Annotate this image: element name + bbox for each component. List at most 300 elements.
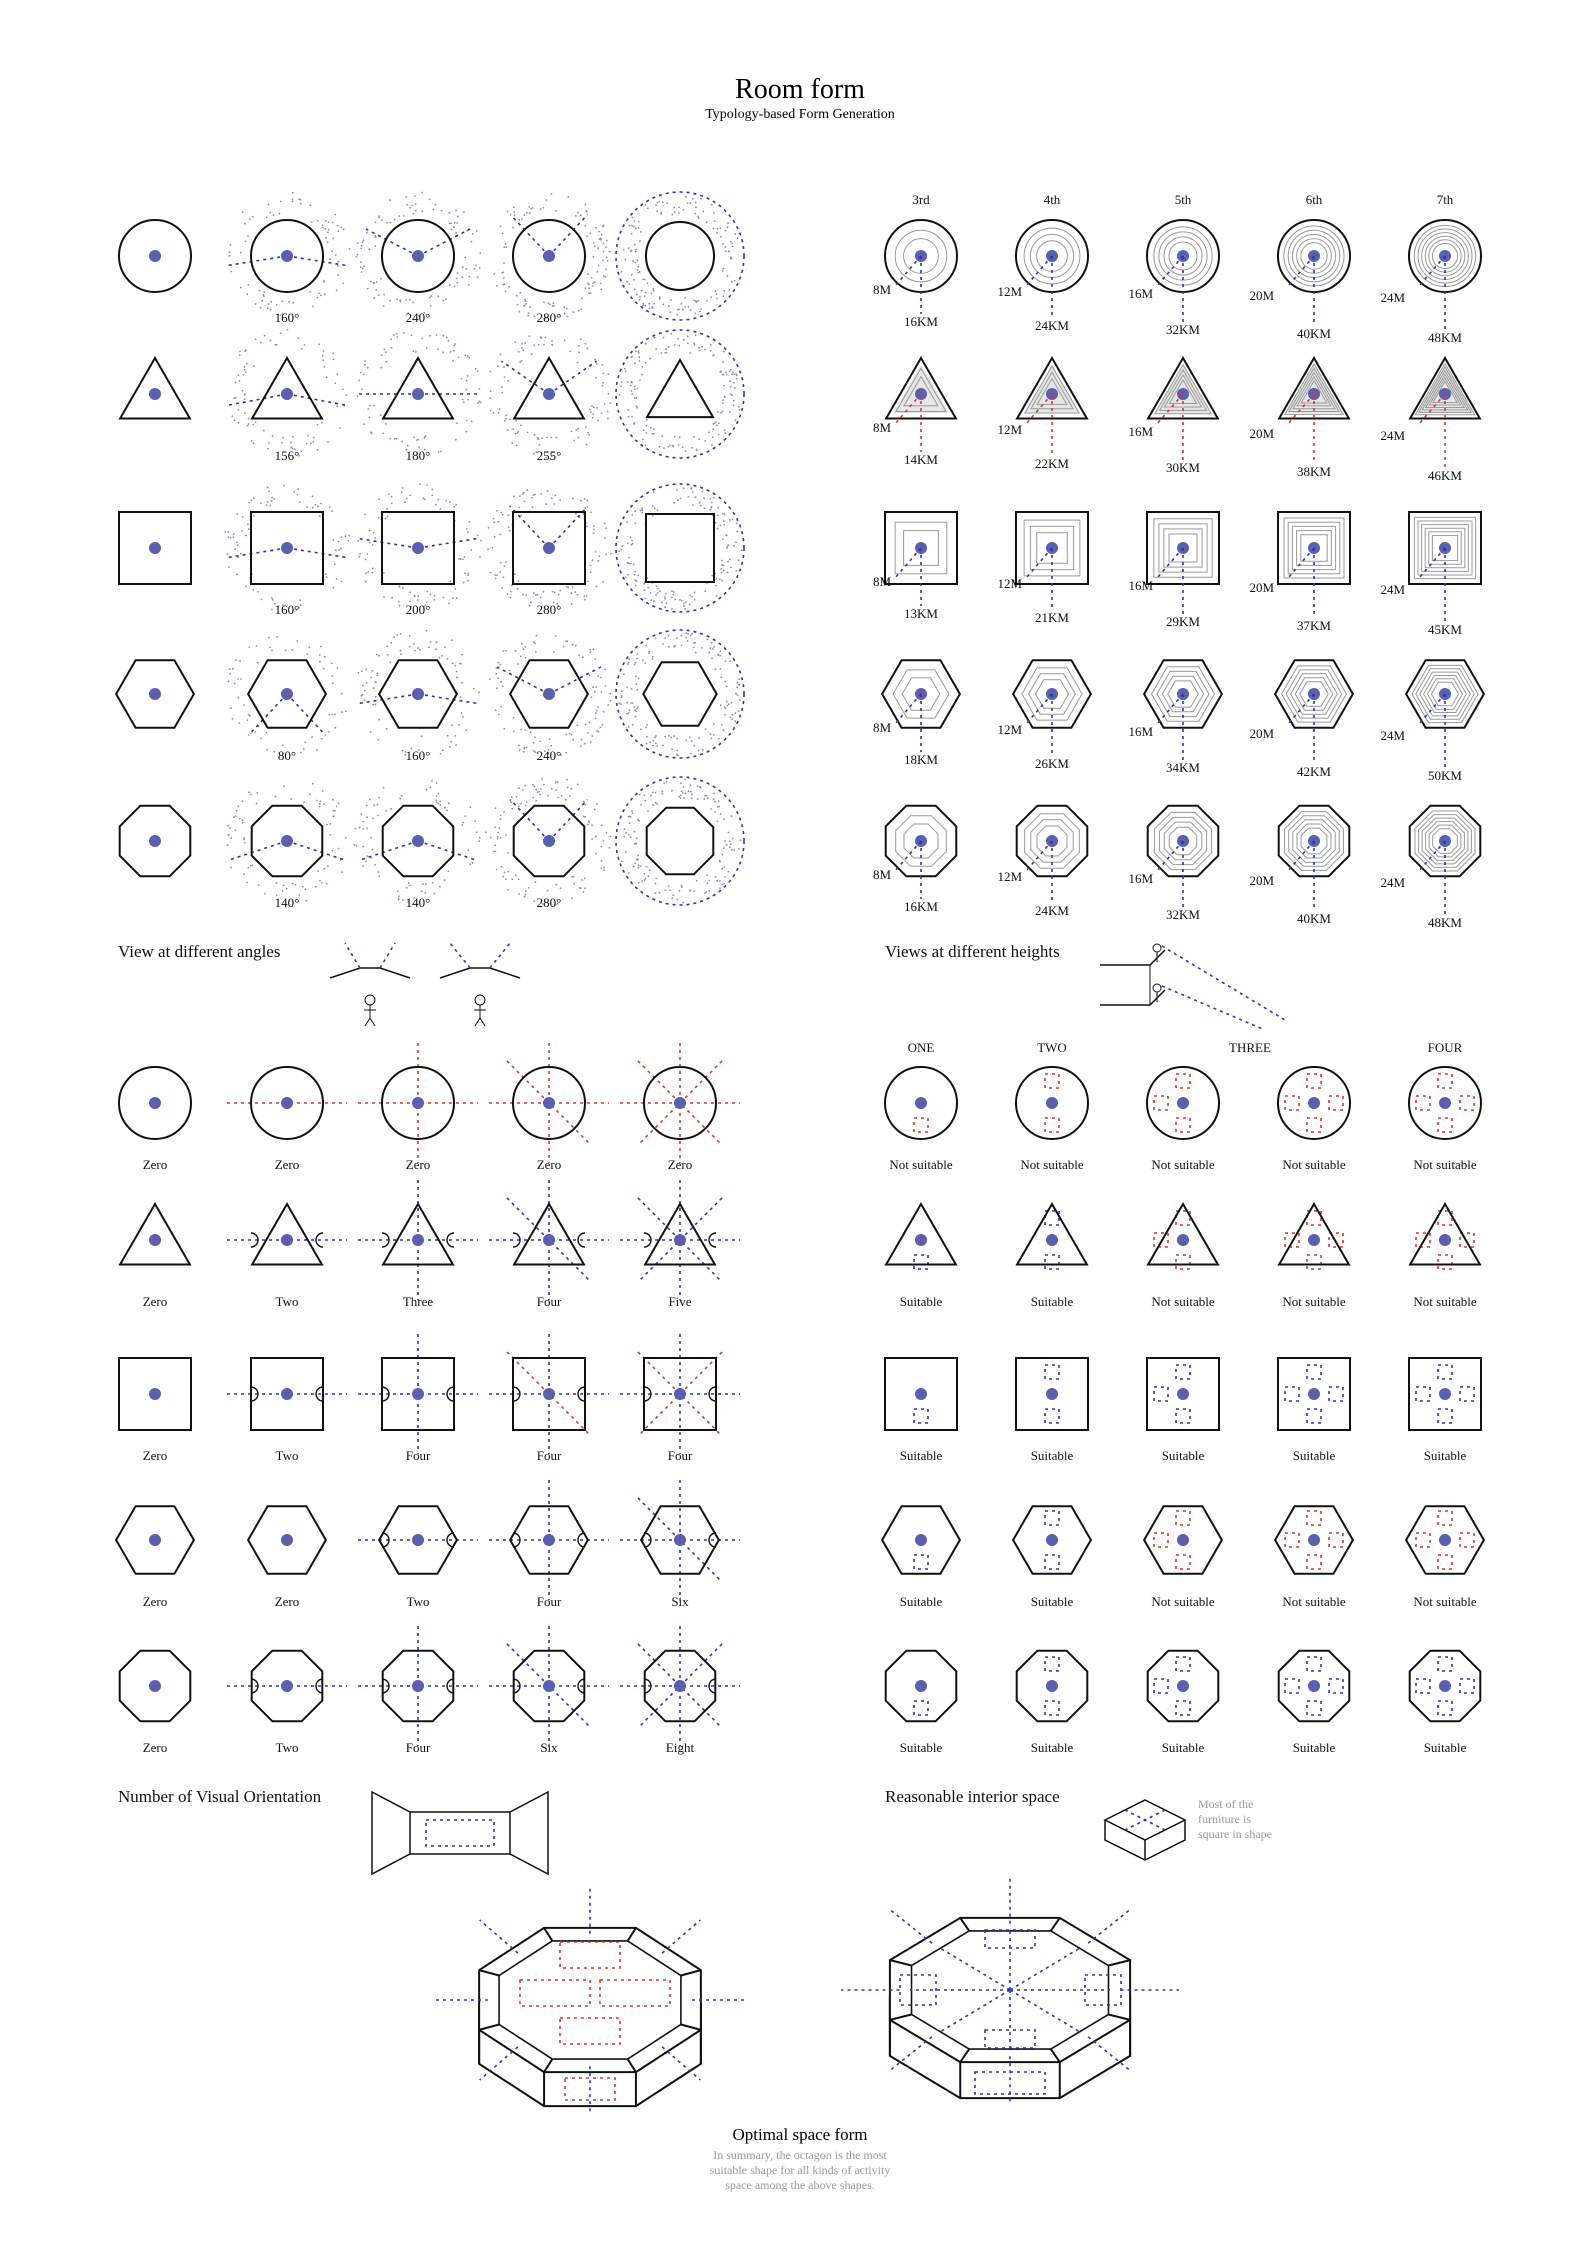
view-field-dot — [322, 227, 324, 229]
view-field-dot — [724, 840, 726, 842]
view-field-dot — [503, 650, 505, 652]
view-field-dot — [430, 594, 432, 596]
view-field-dot — [640, 728, 642, 730]
height-cell — [1128, 806, 1218, 922]
view-field-dot — [466, 528, 468, 530]
view-field-dot — [552, 305, 554, 307]
view-field-dot — [586, 595, 588, 597]
orientation-label: Two — [275, 1294, 299, 1309]
view-field-dot — [603, 840, 605, 842]
furniture-block — [1176, 1074, 1190, 1088]
view-field-dot — [319, 806, 321, 808]
view-field-dot — [257, 591, 259, 593]
view-field-dot — [267, 501, 269, 503]
view-field-dot — [468, 276, 470, 278]
orientation-label: Two — [275, 1448, 299, 1463]
view-field-dot — [360, 266, 362, 268]
furniture-block — [1329, 1387, 1343, 1401]
view-field-dot — [452, 360, 454, 362]
view-field-dot — [642, 305, 644, 307]
view-field-dot — [390, 338, 392, 340]
furniture-block — [914, 1409, 928, 1423]
view-field-dot — [256, 803, 258, 805]
view-field-dot — [342, 388, 344, 390]
view-field-dot — [567, 787, 569, 789]
view-field-dot — [572, 498, 574, 500]
view-field-dot — [311, 736, 313, 738]
view-field-dot — [502, 392, 504, 394]
furniture-cube-icon — [1105, 1800, 1185, 1860]
furniture-block — [1438, 1555, 1452, 1569]
view-field-dot — [529, 306, 531, 308]
view-cone-edge — [287, 841, 343, 859]
view-field-dot — [342, 283, 344, 285]
view-field-dot — [513, 211, 515, 213]
square-outline — [646, 514, 714, 582]
view-angle-label: 240° — [405, 310, 431, 325]
view-field-dot — [398, 898, 400, 900]
view-field-dot — [389, 222, 391, 224]
view-field-dot — [479, 252, 481, 254]
interior-cell — [1147, 1358, 1219, 1463]
view-field-dot — [673, 646, 675, 648]
viewpoint-dot — [1177, 1680, 1189, 1692]
view-field-dot — [723, 565, 725, 567]
view-field-dot — [640, 509, 642, 511]
view-field-dot — [604, 537, 606, 539]
view-field-dot — [364, 514, 366, 516]
view-field-dot — [367, 408, 369, 410]
view-field-dot — [600, 727, 602, 729]
view-field-dot — [597, 706, 599, 708]
view-field-dot — [434, 595, 436, 597]
view-field-dot — [635, 249, 637, 251]
view-field-dot — [607, 418, 609, 420]
view-field-dot — [646, 425, 648, 427]
view-field-dot — [505, 414, 507, 416]
view-field-dot — [462, 822, 464, 824]
view-field-dot — [590, 565, 592, 567]
view-field-dot — [606, 832, 608, 834]
view-field-dot — [451, 724, 453, 726]
view-field-dot — [442, 300, 444, 302]
distance-label: 40KM — [1297, 911, 1331, 926]
view-field-dot — [642, 303, 644, 305]
orientation-cell — [116, 1506, 194, 1609]
view-field-dot — [439, 657, 441, 659]
view-field-dot — [558, 797, 560, 799]
view-field-dot — [648, 875, 650, 877]
view-field-dot — [655, 204, 657, 206]
view-field-dot — [722, 402, 724, 404]
view-field-dot — [584, 887, 586, 889]
view-field-dot — [335, 254, 337, 256]
view-field-dot — [535, 651, 537, 653]
suitability-label: Suitable — [1030, 1740, 1074, 1755]
suitability-label: Not suitable — [1282, 1157, 1346, 1172]
view-field-dot — [406, 498, 408, 500]
view-field-dot — [631, 249, 633, 251]
view-field-dot — [677, 499, 679, 501]
view-field-dot — [526, 801, 528, 803]
view-field-dot — [645, 204, 647, 206]
view-field-dot — [604, 668, 606, 670]
view-field-dot — [594, 809, 596, 811]
view-field-dot — [549, 738, 551, 740]
view-field-dot — [577, 212, 579, 214]
view-field-dot — [594, 658, 596, 660]
view-field-dot — [709, 647, 711, 649]
view-field-dot — [360, 813, 362, 815]
view-field-dot — [727, 571, 729, 573]
view-field-dot — [457, 216, 459, 218]
view-field-dot — [401, 441, 403, 443]
view-field-dot — [501, 272, 503, 274]
view-field-dot — [409, 646, 411, 648]
view-field-dot — [679, 436, 681, 438]
view-field-dot — [385, 361, 387, 363]
view-field-dot — [621, 860, 623, 862]
view-field-dot — [372, 704, 374, 706]
view-field-dot — [664, 637, 666, 639]
view-field-dot — [587, 432, 589, 434]
distance-label: 18KM — [904, 752, 938, 767]
view-field-dot — [507, 593, 509, 595]
view-field-dot — [242, 374, 244, 376]
view-field-dot — [368, 248, 370, 250]
angle-cell — [120, 358, 190, 419]
view-field-dot — [329, 714, 331, 716]
view-field-dot — [453, 506, 455, 508]
view-field-dot — [676, 637, 678, 639]
heights-section — [873, 220, 1484, 930]
view-field-dot — [227, 844, 229, 846]
view-field-dot — [739, 409, 741, 411]
view-cone-edge — [228, 394, 287, 405]
view-field-dot — [626, 281, 628, 283]
view-field-dot — [535, 800, 537, 802]
distance-label: 40KM — [1297, 326, 1331, 341]
view-field-dot — [285, 650, 287, 652]
viewpoint-dot — [674, 1097, 686, 1109]
view-field-dot — [511, 797, 513, 799]
viewpoint-dot — [281, 1680, 293, 1692]
viewpoint-dot — [1046, 1534, 1058, 1546]
view-field-dot — [524, 747, 526, 749]
view-field-dot — [389, 199, 391, 201]
view-field-dot — [669, 444, 671, 446]
interior-cell — [1410, 1651, 1481, 1755]
view-field-dot — [731, 702, 733, 704]
view-field-dot — [720, 813, 722, 815]
view-angle-label: 156° — [274, 448, 300, 463]
view-field-dot — [597, 247, 599, 249]
view-field-dot — [415, 210, 417, 212]
interior-cell — [1409, 1358, 1481, 1463]
height-cell — [873, 806, 956, 914]
angle-cell — [616, 330, 744, 458]
view-field-dot — [240, 287, 242, 289]
view-field-dot — [668, 446, 670, 448]
summary-line: suitable shape for all kinds of activity — [709, 2163, 891, 2177]
view-field-dot — [653, 740, 655, 742]
view-field-dot — [704, 508, 706, 510]
view-field-dot — [239, 660, 241, 662]
view-field-dot — [270, 301, 272, 303]
view-field-dot — [585, 804, 587, 806]
view-field-dot — [650, 427, 652, 429]
furniture-block — [1329, 1679, 1343, 1693]
view-field-dot — [584, 878, 586, 880]
orientation-cell — [120, 1204, 190, 1309]
view-field-dot — [671, 790, 673, 792]
view-field-dot — [662, 643, 664, 645]
view-field-dot — [600, 289, 602, 291]
viewpoint-dot — [915, 1534, 927, 1546]
view-field-dot — [456, 222, 458, 224]
angle-cell — [227, 783, 347, 910]
view-field-dot — [596, 407, 598, 409]
view-field-dot — [511, 808, 513, 810]
view-field-dot — [652, 792, 654, 794]
view-field-dot — [280, 201, 282, 203]
view-field-dot — [584, 595, 586, 597]
view-field-dot — [590, 512, 592, 514]
view-field-dot — [634, 574, 636, 576]
view-field-dot — [654, 507, 656, 509]
view-field-dot — [711, 657, 713, 659]
view-field-dot — [401, 795, 403, 797]
view-field-dot — [323, 350, 325, 352]
suitability-label: Suitable — [1423, 1740, 1467, 1755]
view-field-dot — [636, 407, 638, 409]
view-field-dot — [725, 246, 727, 248]
view-field-dot — [731, 849, 733, 851]
viewpoint-dot — [149, 388, 161, 400]
view-field-dot — [739, 699, 741, 701]
furniture-block — [1045, 1255, 1059, 1269]
view-field-dot — [363, 828, 365, 830]
view-field-dot — [546, 199, 548, 201]
view-field-dot — [272, 599, 274, 601]
view-field-dot — [413, 350, 415, 352]
view-field-dot — [247, 523, 249, 525]
view-field-dot — [374, 297, 376, 299]
viewpoint-dot — [412, 388, 424, 400]
room-sight-axis — [480, 1920, 518, 1953]
view-field-dot — [540, 788, 542, 790]
view-field-dot — [710, 350, 712, 352]
view-field-dot — [244, 223, 246, 225]
angle-cell — [489, 635, 611, 763]
view-field-dot — [317, 870, 319, 872]
view-field-dot — [345, 837, 347, 839]
view-field-dot — [407, 445, 409, 447]
view-field-dot — [665, 889, 667, 891]
view-field-dot — [535, 789, 537, 791]
view-field-dot — [312, 495, 314, 497]
view-field-dot — [320, 646, 322, 648]
view-field-dot — [477, 535, 479, 537]
distance-label: 16KM — [904, 899, 938, 914]
view-field-dot — [645, 662, 647, 664]
view-field-dot — [714, 668, 716, 670]
view-field-dot — [515, 420, 517, 422]
view-field-dot — [661, 793, 663, 795]
view-field-dot — [247, 425, 249, 427]
view-field-dot — [630, 544, 632, 546]
view-field-dot — [715, 290, 717, 292]
view-field-dot — [693, 745, 695, 747]
view-field-dot — [593, 407, 595, 409]
orientation-label: Four — [536, 1448, 562, 1463]
distance-label: 38KM — [1297, 464, 1331, 479]
view-field-dot — [266, 749, 268, 751]
height-label: 20M — [1249, 580, 1274, 595]
view-field-dot — [595, 551, 597, 553]
view-field-dot — [720, 370, 722, 372]
view-field-dot — [721, 884, 723, 886]
view-field-dot — [728, 251, 730, 253]
view-field-dot — [367, 571, 369, 573]
view-field-dot — [273, 751, 275, 753]
view-field-dot — [716, 298, 718, 300]
view-field-dot — [688, 306, 690, 308]
view-field-dot — [711, 642, 713, 644]
view-cone-edge — [287, 548, 346, 557]
view-field-dot — [519, 361, 521, 363]
view-field-dot — [396, 333, 398, 335]
view-field-dot — [229, 251, 231, 253]
view-field-dot — [571, 603, 573, 605]
view-field-dot — [637, 269, 639, 271]
view-field-dot — [316, 749, 318, 751]
furniture-block — [1460, 1533, 1474, 1547]
view-field-dot — [515, 650, 517, 652]
view-field-dot — [283, 885, 285, 887]
view-field-dot — [524, 214, 526, 216]
view-field-dot — [428, 646, 430, 648]
view-field-dot — [292, 199, 294, 201]
view-field-dot — [467, 355, 469, 357]
view-field-dot — [263, 430, 265, 432]
height-label: 8M — [872, 720, 891, 735]
view-field-dot — [712, 436, 714, 438]
view-field-dot — [456, 671, 458, 673]
view-field-dot — [594, 691, 596, 693]
view-field-dot — [710, 733, 712, 735]
view-field-dot — [604, 403, 606, 405]
viewpoint-dot — [543, 250, 555, 262]
view-field-dot — [468, 521, 470, 523]
view-field-dot — [678, 309, 680, 311]
view-field-dot — [254, 731, 256, 733]
view-field-dot — [703, 211, 705, 213]
view-field-dot — [716, 424, 718, 426]
view-field-dot — [531, 497, 533, 499]
view-field-dot — [230, 867, 232, 869]
height-col-header: 5th — [1174, 192, 1192, 207]
view-field-dot — [248, 528, 250, 530]
view-field-dot — [637, 819, 639, 821]
suitability-label: Suitable — [1423, 1448, 1467, 1463]
view-field-dot — [371, 670, 373, 672]
view-field-dot — [733, 374, 735, 376]
view-field-dot — [341, 227, 343, 229]
view-field-dot — [468, 284, 470, 286]
view-field-dot — [609, 693, 611, 695]
view-field-dot — [636, 388, 638, 390]
view-field-dot — [571, 876, 573, 878]
view-field-dot — [534, 736, 536, 738]
view-field-dot — [668, 735, 670, 737]
view-field-dot — [631, 514, 633, 516]
angle-cell — [116, 660, 194, 727]
view-field-dot — [325, 237, 327, 239]
viewpoint-dot — [1177, 1388, 1189, 1400]
view-field-dot — [476, 831, 478, 833]
view-field-dot — [530, 601, 532, 603]
view-field-dot — [719, 887, 721, 889]
view-field-dot — [652, 804, 654, 806]
view-field-dot — [402, 487, 404, 489]
view-field-dot — [607, 704, 609, 706]
view-field-dot — [505, 246, 507, 248]
view-field-dot — [664, 606, 666, 608]
angle-cell — [485, 778, 611, 910]
viewpoint-dot — [281, 1534, 293, 1546]
view-field-dot — [503, 576, 505, 578]
view-field-dot — [252, 216, 254, 218]
distance-label: 48KM — [1428, 915, 1462, 930]
view-field-dot — [656, 745, 658, 747]
view-field-dot — [684, 793, 686, 795]
view-field-dot — [446, 337, 448, 339]
view-field-dot — [726, 701, 728, 703]
view-field-dot — [649, 742, 651, 744]
viewpoint-dot — [1046, 1388, 1058, 1400]
view-field-dot — [668, 885, 670, 887]
height-cell — [1249, 512, 1350, 633]
view-field-dot — [332, 810, 334, 812]
view-field-dot — [666, 202, 668, 204]
view-field-dot — [533, 345, 535, 347]
view-field-dot — [358, 556, 360, 558]
view-field-dot — [634, 863, 636, 865]
view-field-dot — [295, 884, 297, 886]
distance-label: 22KM — [1035, 456, 1069, 471]
suitability-label: Suitable — [899, 1448, 943, 1463]
view-field-dot — [524, 305, 526, 307]
view-field-dot — [722, 270, 724, 272]
furniture-block — [1176, 1409, 1190, 1423]
view-field-dot — [317, 505, 319, 507]
view-field-dot — [454, 343, 456, 345]
interior-cell — [1278, 1067, 1350, 1172]
view-field-dot — [659, 296, 661, 298]
view-field-dot — [584, 599, 586, 601]
view-field-dot — [580, 745, 582, 747]
view-field-dot — [670, 333, 672, 335]
view-field-dot — [397, 891, 399, 893]
view-field-dot — [501, 587, 503, 589]
view-field-dot — [518, 745, 520, 747]
height-cell — [1249, 806, 1349, 926]
view-field-dot — [704, 892, 706, 894]
view-field-dot — [517, 588, 519, 590]
view-field-dot — [327, 441, 329, 443]
view-field-dot — [239, 354, 241, 356]
